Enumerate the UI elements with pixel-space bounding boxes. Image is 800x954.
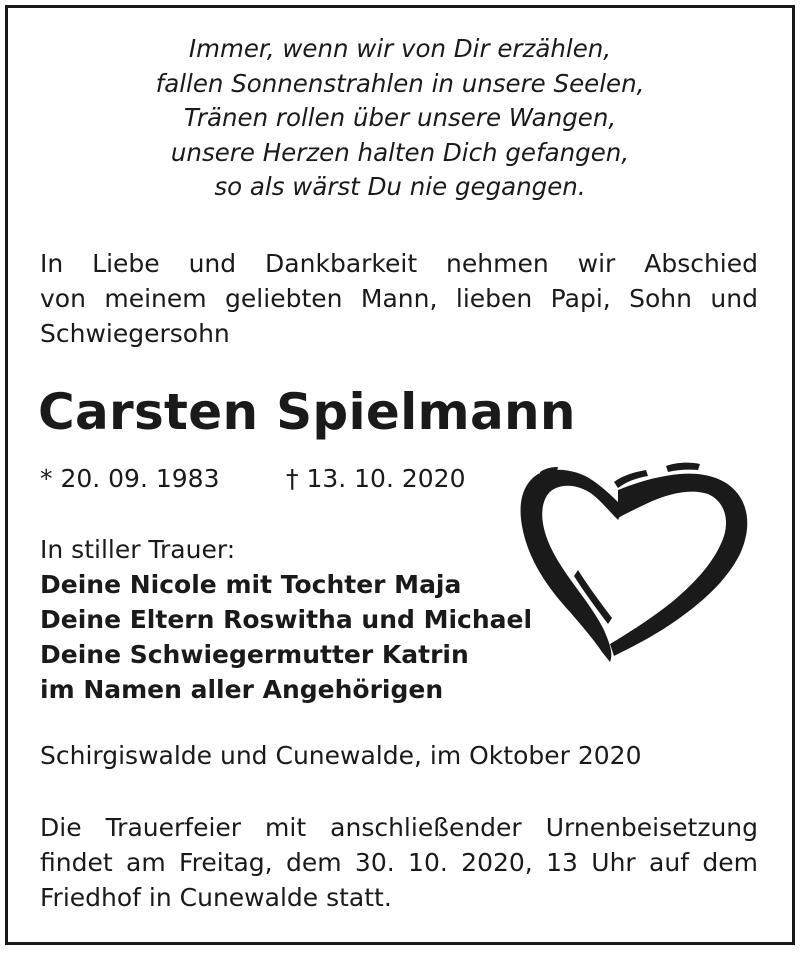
farewell-line: In Liebe und Dankbarkeit nehmen wir Abschied <box>40 249 758 278</box>
poem-line: so als wärst Du nie gegangen. <box>214 172 586 201</box>
memorial-poem <box>0 32 800 205</box>
funeral-service-info <box>40 810 758 915</box>
mourner-name: Deine Eltern Roswitha und Michael <box>40 605 533 634</box>
life-dates <box>40 462 466 496</box>
poem-line: Tränen rollen über unsere Wangen, <box>183 103 617 132</box>
mourners-block <box>40 532 532 707</box>
deceased-name: Carsten Spielmann <box>38 383 576 441</box>
service-line: Die Trauerfeier mit anschließender Urnenbeisetzung <box>40 813 758 842</box>
farewell-line: von meinem geliebten Mann, lieben Papi, Sohn und <box>40 284 758 313</box>
mourners-heading: In stiller Trauer: <box>40 535 236 564</box>
mourner-name: Deine Nicole mit Tochter Maja <box>40 570 462 599</box>
birth-date: * 20. 09. 1983 <box>40 464 220 493</box>
service-line: findet am Freitag, dem 30. 10. 2020, 13 Uhr auf dem <box>40 848 758 877</box>
mourner-name: im Namen aller Angehörigen <box>40 675 444 704</box>
farewell-text <box>40 246 758 351</box>
farewell-line: Schwiegersohn <box>40 319 230 348</box>
heart-icon <box>518 452 753 667</box>
poem-line: unsere Herzen halten Dich gefangen, <box>170 137 630 167</box>
death-date: † 13. 10. 2020 <box>286 464 466 493</box>
poem-line: fallen Sonnenstrahlen in unsere Seelen, <box>155 68 645 98</box>
service-line: Friedhof in Cunewalde statt. <box>40 883 392 912</box>
mourner-name: Deine Schwiegermutter Katrin <box>40 640 469 669</box>
poem-line: Immer, wenn wir von Dir erzählen, <box>188 34 612 63</box>
place-and-date: Schirgiswalde und Cunewalde, im Oktober 2020 <box>40 741 642 770</box>
